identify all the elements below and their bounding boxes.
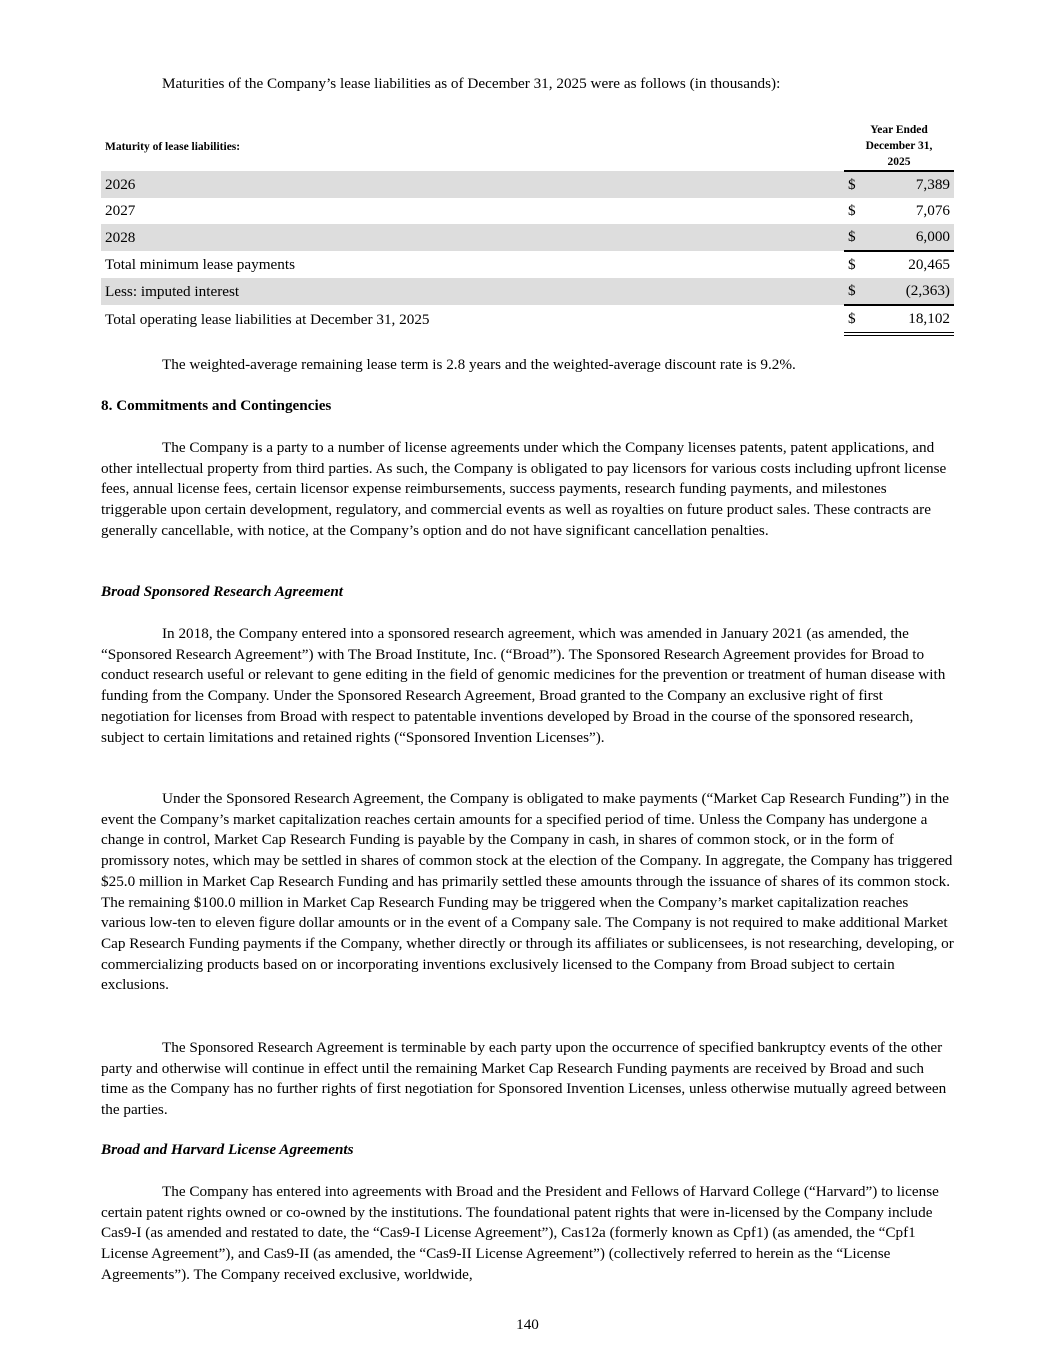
paragraph-sponsored-research: In 2018, the Company entered into a sponsored research agreement, which was amended in January 2021 (as amended, the “Sponsored Research Agreement”) with The Broad Institute, Inc. (“Broad”). The Sponsored Research Agreement provides for Broad to conduct research useful or relevant to gene editing in the field of genomic medicines for the prevention or treatment of human disease with funding from the Company. Under the Sponsored Research Agreement, Broad granted to the Company an exclusive right of first negotiation for licenses from Broad with respect to patentable inventions developed by Broad in the course of the sponsored research, subject to certain limitations and retained rights (“Sponsored Invention Licenses”). (101, 625, 946, 746)
paragraph-market-cap-funding: Under the Sponsored Research Agreement, the Company is obligated to make payments (“Market Cap Research Funding”) in the event the Company’s market capitalization reaches certain amounts for a specified period of time. Unless the Company has undergone a change in control, Market Cap Research Funding is payable by the Company in cash, in shares of common stock, or in the form of promissory notes, which may be settled in shares of common stock at the election of the Company. In aggregate, the Company has triggered $25.0 million in Market Cap Research Funding and has primarily settled these amounts through the issuance of shares of its common stock. The remaining $100.0 million in Market Cap Research Funding may be triggered when the Company’s market capitalization reaches various low-ten to eleven figure dollar amounts or in the event of a Company sale. The Company is not required to make additional Market Cap Research Funding payments if the Company, whether directly or through its affiliates or sublicensees, is not researching, developing, or commercializing products based on or incorporating inventions exclusively licensed to the Company from Broad subject to certain exclusions. (101, 790, 954, 994)
row-label: 2028 (101, 224, 826, 251)
table-row (101, 278, 954, 305)
table-row-total (101, 251, 954, 278)
row-value: (2,363) (872, 278, 954, 305)
table-row (101, 198, 954, 224)
currency-symbol: $ (844, 224, 872, 251)
table-header-label: Maturity of lease liabilities: (105, 140, 241, 153)
paragraph-license-overview: The Company is a party to a number of license agreements under which the Company licenses patents, patent applications, and other intellectual property from third parties. As such, the Company is obligated to pay licensors for various costs including upfront license fees, annual license fees, certain licensor expense reimbursements, success payments, research funding payments, and milestones triggerable upon certain development, regulatory, and commercial events as well as royalties on future product sales. These contracts are generally cancellable, with notice, at the Company’s option and do not have significant cancellation penalties. (101, 439, 947, 539)
row-value: 6,000 (872, 224, 954, 251)
row-value: 20,465 (908, 256, 950, 273)
row-label: 2026 (101, 171, 826, 198)
table-row-grand-total (101, 305, 954, 334)
table-row (101, 224, 954, 251)
row-value: 7,076 (915, 202, 950, 219)
intro-paragraph: Maturities of the Company’s lease liabilities as of December 31, 2025 were as follows (in thousands): (162, 75, 781, 92)
subheading-broad-harvard-license: Broad and Harvard License Agreements (101, 1141, 354, 1158)
table-row (101, 171, 954, 198)
currency-symbol: $ (844, 171, 872, 198)
weighted-average-note: The weighted-average remaining lease term is 2.8 years and the weighted-average discount rate is 9.2%. (162, 356, 796, 373)
currency-symbol: $ (848, 256, 856, 273)
currency-symbol: $ (844, 305, 872, 334)
row-value: 18,102 (872, 305, 954, 334)
row-label: 2027 (105, 202, 136, 219)
currency-symbol: $ (848, 202, 856, 219)
table-header-row (101, 122, 954, 171)
lease-maturity-table (101, 122, 954, 336)
row-label: Less: imputed interest (101, 278, 826, 305)
paragraph-license-agreements: The Company has entered into agreements with Broad and the President and Fellows of Harvard College (“Harvard”) to license certain patent rights owned or co-owned by the institutions. The foundational patent rights that were in-licensed by the Company include Cas9-I (as amended and restated to date, the “Cas9-I License Agreement”), Cas12a (formerly known as Cpf1) (as amended, the “Cpf1 License Agreement”), and Cas9-II (as amended, the “Cas9-II License Agreement”) (collectively referred to herein as the “License Agreements”). The Company received exclusive, worldwide, (101, 1183, 939, 1283)
currency-symbol: $ (844, 278, 872, 305)
section-heading: 8. Commitments and Contingencies (101, 397, 332, 414)
page-number: 140 (516, 1316, 539, 1333)
row-value: 7,389 (872, 171, 954, 198)
column-header: Year Ended December 31, 2025 (844, 122, 954, 171)
paragraph-termination: The Sponsored Research Agreement is terminable by each party upon the occurrence of specified bankruptcy events of the other party and otherwise will continue in effect until the remaining Market Cap Research Funding payments are received by Broad and such time as the Company has no further rights of first negotiation for Sponsored Invention Licenses, unless otherwise mutually agreed between the parties. (101, 1039, 947, 1119)
row-label: Total minimum lease payments (105, 255, 296, 273)
subheading-broad-sponsored-research: Broad Sponsored Research Agreement (101, 583, 344, 600)
row-label: Total operating lease liabilities at December 31, 2025 (105, 310, 430, 328)
